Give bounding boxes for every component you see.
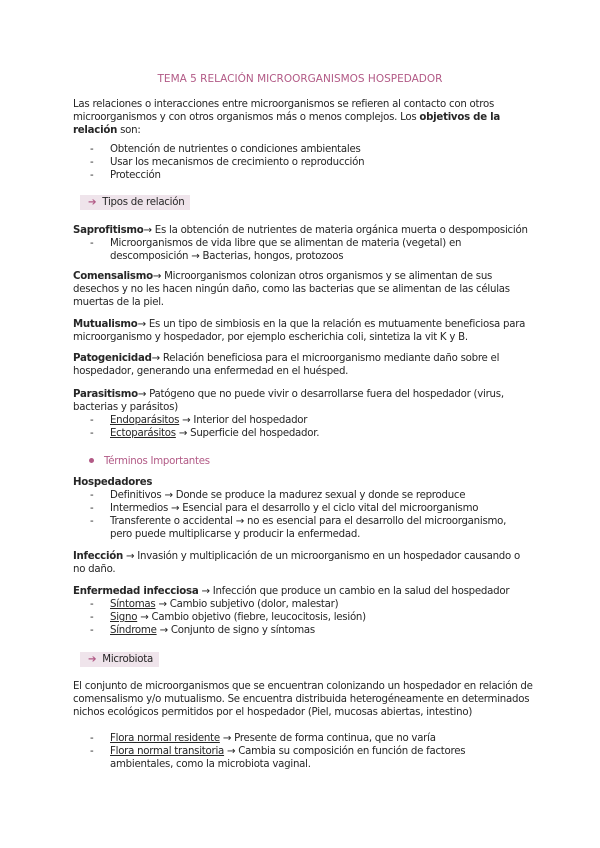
definition: → Infección que produce un cambio en la salud del hospedador (198, 586, 510, 597)
item-rest: → Conjunto de signo y síntomas (156, 625, 315, 636)
saprofitismo-list (90, 237, 530, 263)
term: Mutualismo (73, 319, 138, 330)
intro-tail: son: (117, 125, 141, 136)
intro-paragraph (73, 98, 533, 137)
underlined-term: Síndrome (110, 625, 157, 636)
definition: → Es un tipo de simbiosis en la que la relación es mutuamente beneficiosa para microorganismo y hospedador, por ejemplo escherichia coli, sintetiza la vit K y B. (73, 319, 526, 343)
definition: → Relación beneficiosa para el microorganismo mediante daño sobre el hospedador, generando una enfermedad en el huésped. (73, 353, 500, 377)
underlined-term: Signo (110, 612, 138, 623)
parasitismo-list (90, 414, 530, 440)
bullet-dot-icon (89, 458, 94, 463)
list-item: - Definitivos → Donde se produce la madurez sexual y donde se reproduce (90, 489, 530, 502)
underlined-term: Endoparásitos (110, 415, 180, 426)
term: Patogenicidad (73, 353, 152, 364)
arrow-icon: ➔ (88, 654, 97, 665)
list-item: - Obtención de nutrientes o condiciones ambientales (90, 143, 530, 156)
list-item: - Usar los mecanismos de crecimiento o reproducción (90, 156, 530, 169)
list-item (90, 414, 530, 427)
comensalismo-paragraph (73, 270, 533, 309)
list-item (90, 611, 530, 624)
term: Comensalismo (73, 271, 153, 282)
underlined-term: Flora normal residente (110, 733, 220, 744)
list-item (90, 745, 530, 771)
list-item (90, 427, 530, 440)
definition: → Es la obtención de nutrientes de materia orgánica muerta o despomposición (143, 225, 528, 236)
section-label: Tipos de relación (102, 197, 185, 208)
parasitismo-paragraph (73, 388, 533, 414)
definition: → Microorganismos colonizan otros organismos y se alimentan de sus desechos y no les hacen ningún daño, como las bacterias que se alimentan de las células muertas de la piel. (73, 271, 510, 308)
item-rest: → Interior del hospedador (179, 415, 308, 426)
section-label: Términos Importantes (104, 456, 210, 467)
list-item (90, 598, 530, 611)
hospedadores-heading (73, 476, 533, 489)
term: Hospedadores (73, 477, 153, 488)
list-item (90, 732, 530, 745)
intro-bold: objetivos de la relación (73, 112, 501, 136)
term: Enfermedad infecciosa (73, 586, 199, 597)
section-heading-terminos (89, 455, 210, 468)
list-item: - Transferente o accidental → no es esencial para el desarrollo del microorganismo, pero puede multiplicarse y producir la enfermedad. (90, 515, 530, 541)
list-item: - Microorganismos de vida libre que se alimentan de materia (vegetal) en descomposición → Bacterias, hongos, protozoos (90, 237, 530, 263)
saprofitismo-paragraph (73, 224, 533, 237)
item-rest: → Cambia su composición en función de factores ambientales, como la microbiota vaginal. (110, 746, 466, 770)
objectives-list (90, 143, 530, 182)
page-title: TEMA 5 RELACIÓN MICROORGANISMOS HOSPEDADOR (157, 73, 443, 85)
underlined-term: Ectoparásitos (110, 428, 176, 439)
term: Parasitismo (73, 389, 138, 400)
list-item: - Intermedios → Esencial para el desarrollo y el ciclo vital del microorganismo (90, 502, 530, 515)
item-rest: → Cambio objetivo (fiebre, leucocitosis, lesión) (137, 612, 366, 623)
hospedadores-list (90, 489, 530, 541)
patogenicidad-paragraph (73, 352, 533, 378)
arrow-icon: ➔ (88, 197, 97, 208)
enfermedad-list (90, 598, 530, 637)
item-rest: → Superficie del hospedador. (175, 428, 320, 439)
definition: → Patógeno que no puede vivir o desarrollarse fuera del hospedador (virus, bacterias y parásitos) (73, 389, 504, 413)
infeccion-paragraph (73, 550, 533, 576)
section-label: Microbiota (102, 654, 153, 665)
item-rest: → Presente de forma continua, que no varía (219, 733, 436, 744)
definition: → Invasión y multiplicación de un microorganismo en un hospedador causando o no daño. (73, 551, 520, 575)
underlined-term: Síntomas (110, 599, 156, 610)
list-item (90, 624, 530, 637)
item-rest: → Cambio subjetivo (dolor, malestar) (155, 599, 339, 610)
microbiota-paragraph: El conjunto de microorganismos que se encuentran colonizando un hospedador en relación de comensalismo y/o mutualismo. Se encuentra distribuida heterogéneamente en determinados nichos ecológicos permitidos por el hospedador (Piel, mucosas abiertas, intestino) (73, 681, 533, 718)
enfermedad-paragraph (73, 585, 533, 598)
section-heading-microbiota (80, 652, 159, 667)
microbiota-list (90, 732, 530, 771)
section-heading-tipos (80, 195, 190, 210)
intro-text: Las relaciones o interacciones entre microorganismos se refieren al contacto con otros microorganismos y con otros organismos más o menos complejos. Los (73, 99, 495, 123)
mutualismo-paragraph (73, 318, 533, 344)
term: Infección (73, 551, 123, 562)
list-item: - Protección (90, 169, 530, 182)
underlined-term: Flora normal transitoria (110, 746, 225, 757)
term: Saprofitismo (73, 225, 144, 236)
